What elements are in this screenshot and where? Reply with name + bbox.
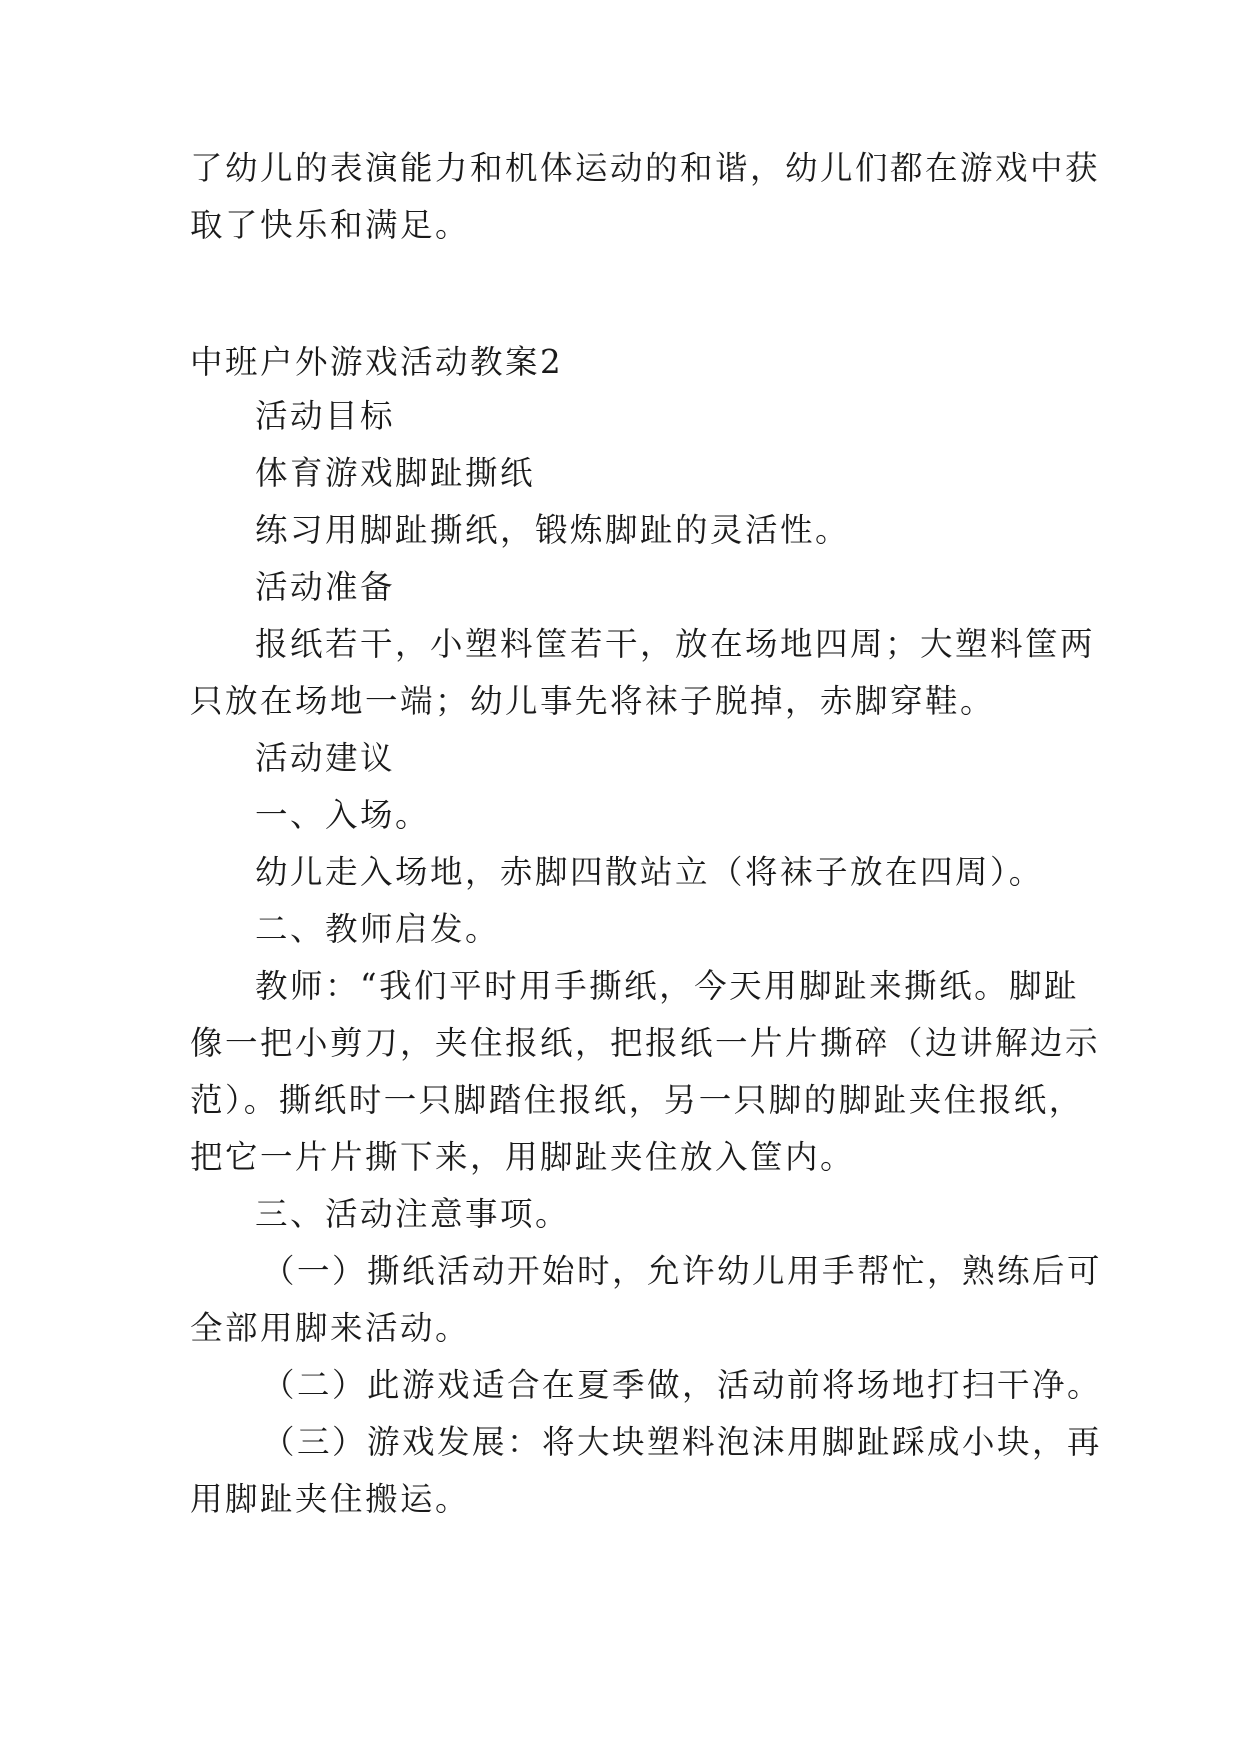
paragraph-line: （三）游戏发展：将大块塑料泡沫用脚趾踩成小块，再 <box>262 1423 1103 1461</box>
heading-activity-suggestions: 活动建议 <box>255 739 396 777</box>
paragraph-line: 教师：“我们平时用手撕纸，今天用脚趾来撕纸。脚趾 <box>255 967 1080 1005</box>
paragraph-line: 取了快乐和满足。 <box>190 206 471 244</box>
heading-activity-prep: 活动准备 <box>255 568 396 606</box>
paragraph-line: 练习用脚趾撕纸，锻炼脚趾的灵活性。 <box>255 511 851 549</box>
paragraph-line: 一、入场。 <box>255 796 431 834</box>
paragraph-line: （一）撕纸活动开始时，允许幼儿用手帮忙，熟练后可 <box>262 1252 1103 1290</box>
paragraph-line: 报纸若干，小塑料筐若干，放在场地四周；大塑料筐两 <box>255 625 1096 663</box>
paragraph-line: 把它一片片撕下来，用脚趾夹住放入筐内。 <box>190 1138 856 1176</box>
paragraph-line: 只放在场地一端；幼儿事先将袜子脱掉，赤脚穿鞋。 <box>190 682 996 720</box>
paragraph-line: （二）此游戏适合在夏季做，活动前将场地打扫干净。 <box>262 1366 1103 1404</box>
paragraph-line: 用脚趾夹住搬运。 <box>190 1480 471 1518</box>
section-title: 中班户外游戏活动教案2 <box>190 343 564 381</box>
paragraph-line: 三、活动注意事项。 <box>255 1195 571 1233</box>
paragraph-line: 幼儿走入场地，赤脚四散站立（将袜子放在四周）。 <box>255 853 1044 891</box>
heading-activity-goals: 活动目标 <box>255 397 396 435</box>
paragraph-line: 二、教师启发。 <box>255 910 501 948</box>
paragraph-line: 范）。撕纸时一只脚踏住报纸，另一只脚的脚趾夹住报纸， <box>190 1081 1084 1119</box>
paragraph-line: 像一把小剪刀，夹住报纸，把报纸一片片撕碎（边讲解边示 <box>190 1024 1101 1062</box>
paragraph-line: 了幼儿的表演能力和机体运动的和谐，幼儿们都在游戏中获 <box>190 149 1101 187</box>
paragraph-line: 全部用脚来活动。 <box>190 1309 471 1347</box>
paragraph-line: 体育游戏脚趾撕纸 <box>255 454 536 492</box>
